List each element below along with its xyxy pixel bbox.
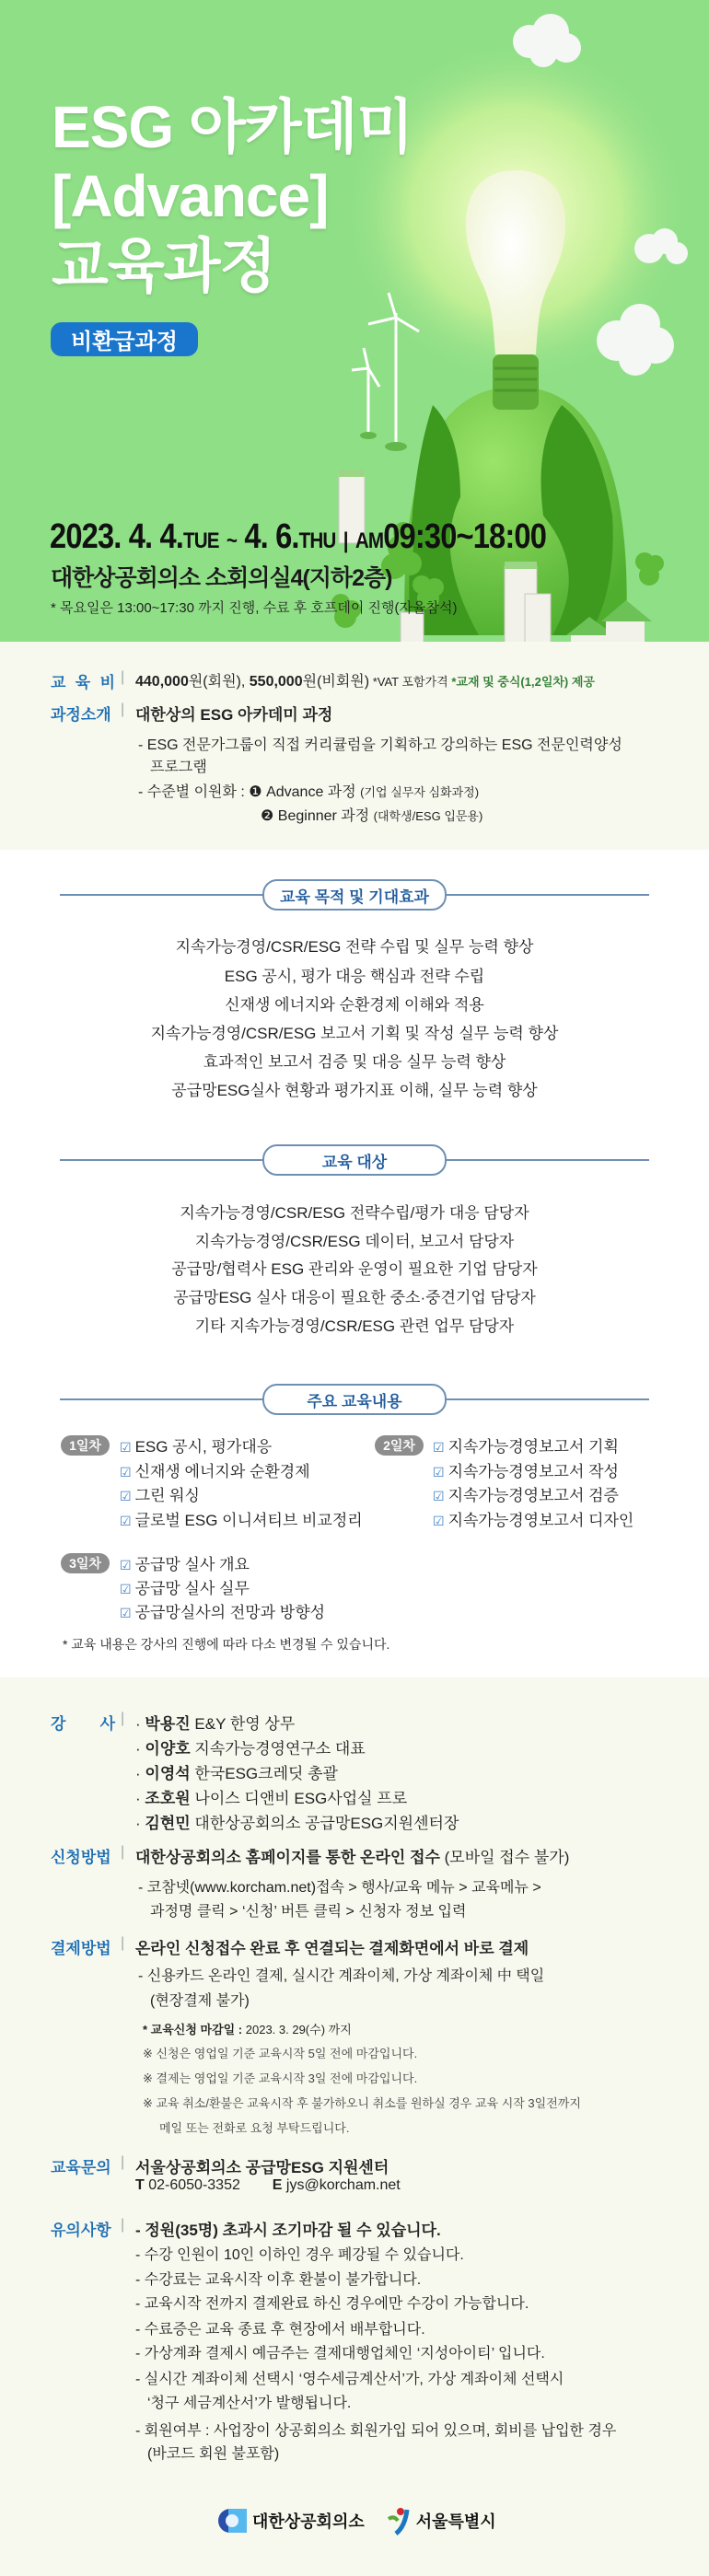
curriculum-item <box>120 1507 363 1530</box>
check-circle-icon: ☑ <box>120 1464 132 1479</box>
instructor-item <box>135 1735 366 1758</box>
instructor-title: 대한상공회의소 공급망ESG지원센터장 <box>194 1815 459 1832</box>
korcham-gear-icon <box>217 2506 247 2535</box>
curriculum-item-text: 신재생 에너지와 순환경제 <box>134 1462 310 1480</box>
levels-prefix: - 수준별 이원화 : <box>138 784 250 800</box>
level-number: ❷ <box>261 808 274 824</box>
caution-item: ‘청구 세금계산서’가 발행됩니다. <box>147 2396 352 2411</box>
curriculum-item-text: 공급망 실사 실무 <box>134 1580 250 1597</box>
contact-org: 서울상공회의소 공급망ESG 지원센터 <box>135 2159 389 2176</box>
check-circle-icon: ☑ <box>433 1489 445 1504</box>
seoul-logo-icon <box>385 2506 413 2535</box>
end-day: THU <box>298 528 336 553</box>
course-details <box>0 1677 709 2576</box>
caution-item: - 가상계좌 결제시 예금주는 결제대행업체인 ‘지성아이티’ 입니다. <box>135 2346 545 2361</box>
objective-item: ESG 공시, 평가 대응 핵심과 전략 수립 <box>224 968 485 985</box>
curriculum-item-text: 지속가능경영보고서 작성 <box>447 1462 619 1480</box>
apply-label: 신청방법 <box>51 1849 111 1866</box>
level-advance: Advance 과정 <box>262 784 361 800</box>
application-deadline <box>143 2020 352 2037</box>
caution-item: (바코드 회원 불포함) <box>147 2446 280 2462</box>
day-badge: 3일차 <box>61 1553 110 1573</box>
objectives-header <box>60 879 649 911</box>
curriculum-title: 주요 교육내용 <box>262 1384 447 1415</box>
curriculum-item <box>120 1599 325 1622</box>
day-badge: 1일차 <box>61 1435 110 1456</box>
target-item: 지속가능경영/CSR/ESG 데이터, 보고서 담당자 <box>194 1233 515 1250</box>
bullet: · <box>135 1815 145 1832</box>
footer-logos <box>217 2506 496 2535</box>
check-circle-icon: ☑ <box>120 1489 132 1504</box>
bullet: · <box>135 1740 145 1758</box>
apply-note: (모바일 접수 불가) <box>439 1849 570 1866</box>
curriculum-item <box>433 1458 619 1481</box>
divider: | <box>121 2154 125 2170</box>
event-date <box>50 517 546 557</box>
intro-desc-cont: 프로그램 <box>150 760 207 775</box>
hero-note: * 목요일은 13:00~17:30 까지 진행, 수료 후 호프데이 진행(자율참석) <box>51 600 458 616</box>
level-beginner-note: (대학생/ESG 입문용) <box>373 809 483 823</box>
intro-levels <box>138 780 479 801</box>
curriculum-item <box>120 1575 250 1598</box>
contact-label: 교육문의 <box>51 2159 111 2176</box>
phone-label: T <box>135 2177 145 2193</box>
curriculum-item <box>120 1551 250 1574</box>
level-number: ❶ <box>249 784 262 800</box>
instructor-item <box>135 1760 338 1783</box>
divider: | <box>121 2217 125 2233</box>
check-circle-icon: ☑ <box>433 1464 445 1479</box>
check-circle-icon: ☑ <box>120 1514 132 1529</box>
bullet: · <box>135 1715 145 1733</box>
payment-methods-cont: (현장결제 불가) <box>150 1993 250 2009</box>
curriculum-item-text: 공급망 실사 개요 <box>134 1556 250 1573</box>
deadline-label: * 교육신청 마감일 : <box>143 2023 246 2036</box>
check-circle-icon: ☑ <box>433 1514 445 1529</box>
intro-label: 과정소개 <box>51 706 111 724</box>
targets-header <box>60 1144 649 1176</box>
curriculum-item <box>433 1482 619 1505</box>
apply-headline <box>135 1844 569 1867</box>
payment-note: ※ 교육 취소/환불은 교육시작 후 불가하오니 취소를 원하실 경우 교육 시작 3일전까지 <box>143 2096 581 2110</box>
level-beginner: Beginner 과정 <box>273 808 374 824</box>
email-address[interactable]: jys@korcham.net <box>282 2177 401 2193</box>
divider: | <box>121 669 125 685</box>
curriculum-item-text: ESG 공시, 평가대응 <box>134 1438 273 1456</box>
curriculum-item-text: 그린 워싱 <box>134 1487 200 1505</box>
targets-title: 교육 대상 <box>262 1144 447 1176</box>
objective-item: 공급망ESG실사 현황과 평가지표 이해, 실무 능력 향상 <box>171 1082 538 1099</box>
check-circle-icon: ☑ <box>120 1440 132 1455</box>
intro-desc: - ESG 전문가그룹이 직접 커리큘럼을 기획하고 강의하는 ESG 전문인력양성 <box>138 737 622 753</box>
nonmember-fee-suffix: 원(비회원) <box>302 674 370 690</box>
curriculum-item <box>433 1507 633 1530</box>
divider: | <box>121 1935 125 1951</box>
instructor-title: 지속가능경영연구소 대표 <box>194 1740 366 1758</box>
fee-value <box>135 669 595 690</box>
objective-item: 지속가능경영/CSR/ESG 전략 수립 및 실무 능력 향상 <box>175 938 534 956</box>
caution-item: - 교육시작 전까지 결제완료 하신 경우에만 수강이 가능합니다. <box>135 2296 529 2312</box>
ampm: AM <box>354 528 384 553</box>
bullet: · <box>135 1765 145 1782</box>
target-item: 공급망ESG 실사 대응이 필요한 중소·중견기업 담당자 <box>173 1289 536 1306</box>
divider: | <box>343 528 348 553</box>
objective-item: 지속가능경영/CSR/ESG 보고서 기획 및 작성 실무 능력 향상 <box>150 1025 559 1042</box>
event-time: 09:30~18:00 <box>383 517 547 556</box>
curriculum-item <box>120 1433 272 1456</box>
caution-item: - 수강료는 교육시작 이후 환불이 불가합니다. <box>135 2272 422 2288</box>
curriculum-item-text: 글로벌 ESG 이니셔티브 비교정리 <box>134 1512 363 1530</box>
course-info <box>0 642 709 850</box>
curriculum-item-text: 공급망실사의 전망과 방향성 <box>134 1604 326 1621</box>
member-fee-suffix: 원(회원), <box>188 674 250 690</box>
payment-label: 결제방법 <box>51 1940 111 1957</box>
instructor-title: E&Y 한영 상무 <box>194 1715 296 1733</box>
divider: | <box>121 1711 125 1726</box>
curriculum-item-text: 지속가능경영보고서 검증 <box>447 1487 619 1505</box>
member-fee: 440,000 <box>135 674 189 690</box>
target-item: 공급망/협력사 ESG 관리와 운영이 필요한 기업 담당자 <box>171 1260 538 1278</box>
cautions-label: 유의사항 <box>51 2222 111 2239</box>
apply-method: 대한상공회의소 홈페이지를 통한 온라인 접수 <box>135 1849 440 1866</box>
payment-methods: - 신용카드 온라인 결제, 실시간 계좌이체, 가상 계좌이체 中 택일 <box>138 1968 545 1984</box>
seoul-logo-text: 서울특별시 <box>415 2512 496 2531</box>
instructors-label: 강 사 <box>51 1715 115 1733</box>
email-label: E <box>272 2177 283 2193</box>
apply-step-cont: 과정명 클릭 > ‘신청’ 버튼 클릭 > 신청자 정보 입력 <box>150 1904 467 1920</box>
hero-title-line-1: ESG 아카데미 <box>52 94 413 160</box>
caution-item: - 수료증은 교육 종료 후 현장에서 배부합니다. <box>135 2322 425 2338</box>
target-item: 지속가능경영/CSR/ESG 전략수립/평가 대응 담당자 <box>180 1204 529 1222</box>
bullet: · <box>135 1790 145 1807</box>
apply-step: - 코참넷(www.korcham.net)접속 > 행사/교육 메뉴 > 교육메뉴 > <box>138 1880 541 1896</box>
hero-title-line-2: [Advance] <box>52 163 329 229</box>
payment-note-cont: 메일 또는 전화로 요청 부탁드립니다. <box>159 2121 350 2135</box>
end-date: 4. 6. <box>244 517 299 556</box>
instructor-name: 이양호 <box>145 1740 191 1758</box>
day-badge: 2일차 <box>375 1435 424 1456</box>
nonmember-fee: 550,000 <box>249 674 303 690</box>
check-circle-icon: ☑ <box>120 1606 132 1620</box>
payment-note: ※ 신청은 영업일 기준 교육시작 5일 전에 마감입니다. <box>143 2047 418 2060</box>
vat-note: *VAT 포함가격 <box>369 675 452 689</box>
instructor-item <box>135 1711 295 1734</box>
korcham-logo-text: 대한상공회의소 <box>252 2512 365 2531</box>
instructor-name: 조호원 <box>145 1790 191 1807</box>
check-circle-icon: ☑ <box>120 1558 132 1572</box>
curriculum-note: * 교육 내용은 강사의 진행에 따라 다소 변경될 수 있습니다. <box>63 1637 390 1652</box>
provided-note: *교재 및 중식(1,2일차) 제공 <box>451 675 595 689</box>
intro-level-2 <box>261 804 482 825</box>
seoul-logo <box>385 2506 496 2535</box>
caution-item: - 수강 인원이 10인 이하인 경우 폐강될 수 있습니다. <box>135 2247 464 2263</box>
caution-item: - 회원여부 : 사업장이 상공회의소 회원가입 되어 있으며, 회비를 납입한 경우 <box>135 2423 617 2439</box>
instructor-name: 박용진 <box>145 1715 191 1733</box>
phone-number[interactable]: 02-6050-3352 <box>144 2177 240 2193</box>
objectives-title: 교육 목적 및 기대효과 <box>262 879 447 911</box>
hero-title-line-3: 교육과정 <box>52 233 276 299</box>
korcham-logo <box>217 2506 365 2535</box>
instructor-name: 김현민 <box>145 1815 191 1832</box>
level-advance-note: (기업 실무자 심화과정) <box>360 785 480 799</box>
caution-item: - 실시간 계좌이체 선택시 ‘영수세금계산서’가, 가상 계좌이체 선택시 <box>135 2372 564 2387</box>
curriculum-item <box>120 1482 200 1505</box>
check-circle-icon: ☑ <box>433 1440 445 1455</box>
date-separator: ~ <box>226 528 238 553</box>
curriculum-item <box>433 1433 619 1456</box>
instructor-item <box>135 1785 407 1808</box>
check-circle-icon: ☑ <box>120 1582 132 1596</box>
intro-headline: 대한상의 ESG 아카데미 과정 <box>135 706 333 724</box>
curriculum-item-text: 지속가능경영보고서 기획 <box>447 1438 619 1456</box>
instructor-item <box>135 1810 459 1833</box>
non-refundable-badge: 비환급과정 <box>51 322 198 356</box>
target-item: 기타 지속가능경영/CSR/ESG 관련 업무 담당자 <box>194 1317 515 1335</box>
payment-note: ※ 결제는 영업일 기준 교육시작 3일 전에 마감입니다. <box>143 2071 418 2085</box>
fee-label: 교 육 비 <box>51 674 115 691</box>
divider: | <box>121 1844 125 1860</box>
instructor-name: 이영석 <box>145 1765 191 1782</box>
deadline-value: 2023. 3. 29(수) 까지 <box>245 2023 352 2036</box>
objective-item: 신재생 에너지와 순환경제 이해와 적용 <box>225 996 484 1014</box>
instructor-title: 한국ESG크레딧 총괄 <box>194 1765 338 1782</box>
payment-headline: 온라인 신청접수 완료 후 연결되는 결제화면에서 바로 결제 <box>135 1940 529 1957</box>
start-day: TUE <box>182 528 219 553</box>
curriculum-item <box>120 1458 310 1481</box>
caution-item: - 정원(35명) 초과시 조기마감 될 수 있습니다. <box>135 2222 441 2239</box>
instructor-title: 나이스 디앤비 ESG사업실 프로 <box>194 1790 408 1807</box>
objective-item: 효과적인 보고서 검증 및 대응 실무 능력 향상 <box>203 1053 506 1071</box>
divider: | <box>121 702 125 717</box>
start-date: 2023. 4. 4. <box>50 517 183 556</box>
hero-banner <box>0 0 709 642</box>
curriculum-item-text: 지속가능경영보고서 디자인 <box>447 1512 634 1530</box>
event-location: 대한상공회의소 소회의실4(지하2층) <box>51 565 392 591</box>
contact-info <box>135 2177 401 2194</box>
curriculum-header <box>60 1384 649 1415</box>
